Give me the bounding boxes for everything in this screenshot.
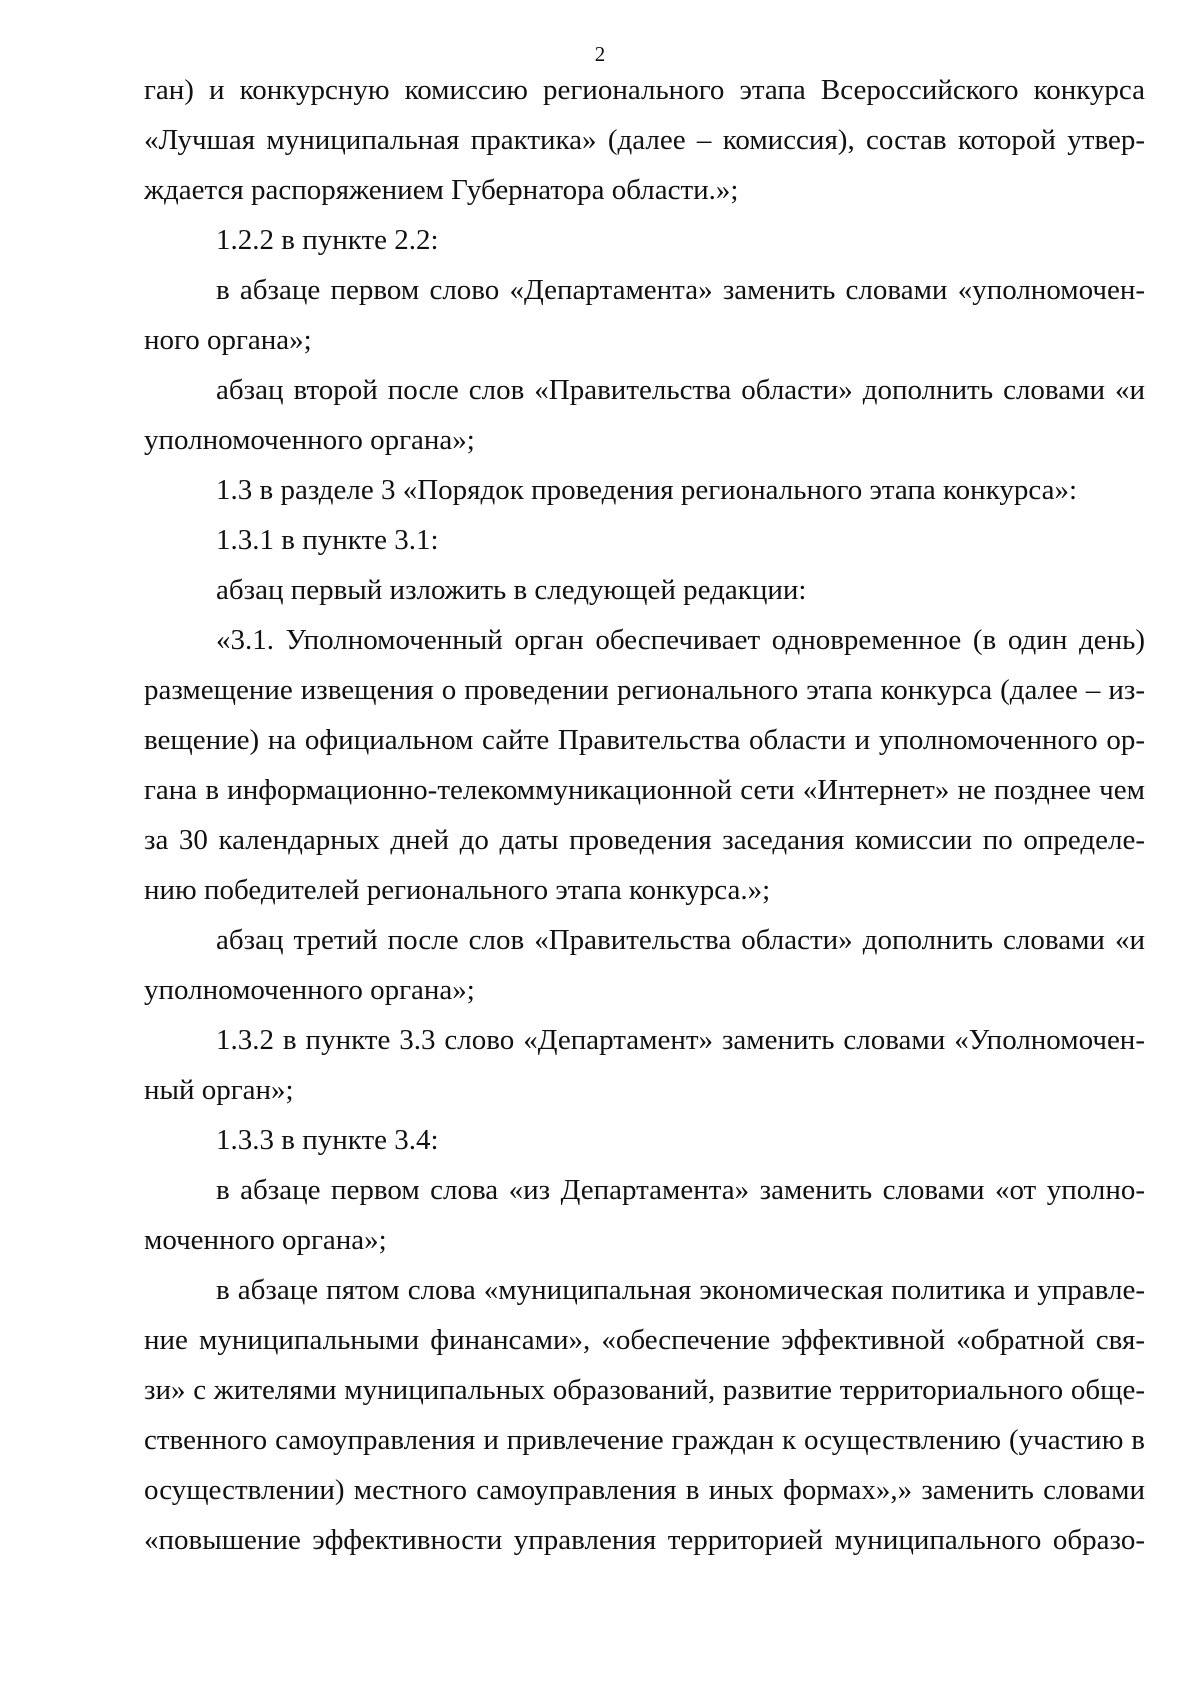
text-line: гана в информационно-телекоммуникационной сети «Интернет» не позднее чем <box>144 774 1145 806</box>
text-line: осуществлении) местного самоуправления в иных формах»,» заменить словами <box>144 1474 1145 1506</box>
text-line: абзац третий после слов «Правительства области» дополнить словами «и <box>216 924 1145 956</box>
text-line: 1.3.2 в пункте 3.3 слово «Департамент» заменить словами «Уполномочен- <box>216 1024 1145 1056</box>
text-line: зи» с жителями муниципальных образований, развитие территориального обще- <box>144 1374 1145 1406</box>
text-line: размещение извещения о проведении регионального этапа конкурса (далее – из- <box>144 674 1145 706</box>
text-line: «повышение эффективности управления территорией муниципального образо- <box>144 1524 1145 1556</box>
text-line: моченного органа»; <box>144 1224 387 1256</box>
text-line: уполномоченного органа»; <box>144 974 475 1006</box>
text-line: ственного самоуправления и привлечение граждан к осуществлению (участию в <box>144 1424 1145 1456</box>
text-line: 1.3.3 в пункте 3.4: <box>216 1124 439 1156</box>
page-number: 2 <box>594 42 606 66</box>
text-line: 1.2.2 в пункте 2.2: <box>216 224 439 256</box>
text-line: ный орган»; <box>144 1074 294 1106</box>
text-line: «Лучшая муниципальная практика» (далее – комиссия), состав которой утвер- <box>144 124 1145 156</box>
text-line: 1.3.1 в пункте 3.1: <box>216 524 439 556</box>
text-line: «3.1. Уполномоченный орган обеспечивает одновременное (в один день) <box>216 624 1145 656</box>
text-line: нию победителей регионального этапа конкурса.»; <box>144 874 771 906</box>
text-line: абзац первый изложить в следующей редакции: <box>216 574 807 606</box>
text-line: ган) и конкурсную комиссию регионального этапа Всероссийского конкурса <box>144 74 1145 106</box>
text-line: 1.3 в разделе 3 «Порядок проведения регионального этапа конкурса»: <box>216 474 1078 506</box>
text-line: ждается распоряжением Губернатора области.»; <box>144 174 739 206</box>
text-line: абзац второй после слов «Правительства области» дополнить словами «и <box>216 374 1145 406</box>
text-line: ние муниципальными финансами», «обеспечение эффективной «обратной свя- <box>144 1324 1145 1356</box>
text-line: за 30 календарных дней до даты проведения заседания комиссии по определе- <box>144 824 1145 856</box>
text-line: в абзаце первом слово «Департамента» заменить словами «уполномочен- <box>216 274 1145 306</box>
text-line: вещение) на официальном сайте Правительства области и уполномоченного ор- <box>144 724 1145 756</box>
text-line: ного органа»; <box>144 324 312 356</box>
text-line: в абзаце пятом слова «муниципальная экономическая политика и управле- <box>216 1274 1145 1306</box>
text-line: уполномоченного органа»; <box>144 424 475 456</box>
body-text <box>144 65 1145 1565</box>
text-line: в абзаце первом слова «из Департамента» заменить словами «от уполно- <box>216 1174 1145 1206</box>
